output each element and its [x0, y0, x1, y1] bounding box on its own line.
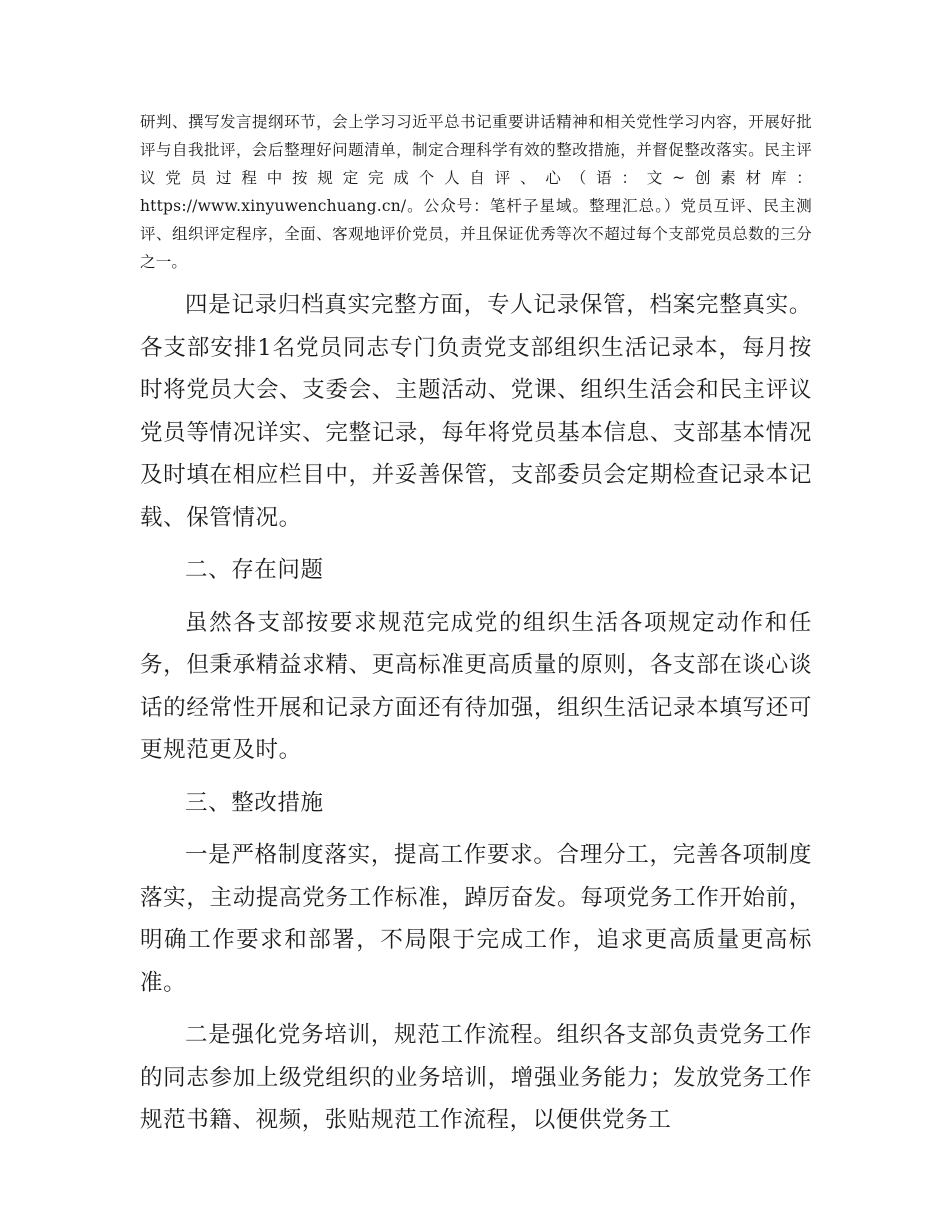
paragraph-continuation: 研判、撰写发言提纲环节，会上学习习近平总书记重要讲话精神和相关党性学习内容，开展好批评与自我批评，会后整理好问题清单，制定合理科学有效的整改措施，并督促整改落实。民主评议党员过程中按规定完成个人自评、心（语：文~创素材库：https://www.xinyuwenchuang.cn/。公众号：笔杆子星域。整理汇总。）党员互评、民主测评、组织评定程序，全面、客观地评价党员，并且保证优秀等次不超过每个支部党员总数的三分之一。 [140, 113, 812, 271]
heading-existing-problems: 二、存在问题 [185, 557, 324, 583]
heading-rectification-measures: 三、整改措施 [185, 789, 324, 816]
paragraph-measure-two: 二是强化党务培训，规范工作流程。组织各支部负责党务工作的同志参加上级党组织的业务培训，增强业务能力；发放党务工作规范书籍、视频，张贴规范工作流程，以便供党务工 [140, 1022, 812, 1133]
paragraph-measure-one: 一是严格制度落实，提高工作要求。合理分工，完善各项制度落实，主动提高党务工作标准，踔厉奋发。每项党务工作开始前，明确工作要求和部署，不局限于完成工作，追求更高质量更高标准。 [140, 842, 812, 996]
paragraph-problems: 虽然各支部按要求规范完成党的组织生活各项规定动作和任务，但秉承精益求精、更高标准更高质量的原则，各支部在谈心谈话的经常性开展和记录方面还有待加强，组织生活记录本填写还可更规范更及时。 [140, 609, 812, 763]
document-body [140, 108, 812, 1152]
paragraph-record-archiving: 四是记录归档真实完整方面，专人记录保管，档案完整真实。各支部安排1名党员同志专门负责党支部组织生活记录本，每月按时将党员大会、支委会、主题活动、党课、组织生活会和民主评议党员等情况详实、完整记录，每年将党员基本信息、支部基本情况及时填在相应栏目中，并妥善保管，支部委员会定期检查记录本记载、保管情况。 [140, 292, 812, 531]
